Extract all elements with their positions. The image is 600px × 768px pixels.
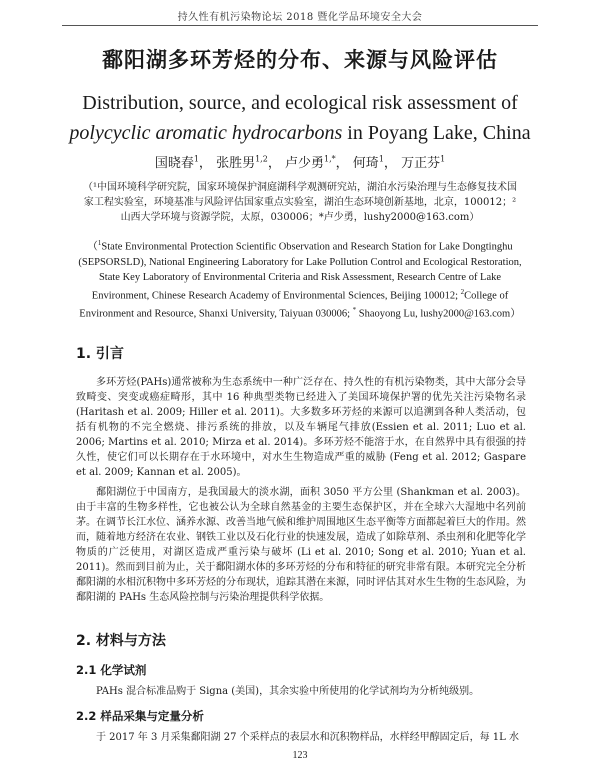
affiliation-text: State Environmental Protection Scientific Observation and Research Station for Lake Dongtinghu (SEPSORSLD), National Engineering Laboratory for Lake Pollution Control and Ecological Restoration, State Key Laboratory of Environmental Criteria and Risk Assessment, Research Centre of Lake Environment, Chinese Research Academy of Environmental Sciences, Beijing 100012; [78, 241, 522, 301]
paragraph-sampling [76, 730, 526, 745]
author-sup: 1 [378, 154, 384, 164]
author-sup: 1,* [324, 154, 336, 164]
paragraph-introduction-1 [76, 375, 526, 480]
author-sup: 1 [440, 154, 446, 164]
section-heading-methods: 2. 材料与方法 [76, 633, 166, 649]
author-name: 卢少勇 [284, 156, 324, 171]
paragraph-text: 多环芳烃(PAHs)通常被称为生态系统中一种广泛存在、持久性的有机污染物类，其中大部分会导致畸变、突变或癌症畸形，其中 16 种典型类物已经进入了美国环境保护署的优先关注污染物名录(Haritash et al. 2009; Hiller et al. 2011)。大多数多环芳烃的来源可以追溯到各种人类活动，包括有机物的不完全燃烧、排污系统的排放，以及车辆尾气排放(Essien et al. 2011; Luo et al. 2006; Martins et al. 2010; Mirza et al. 2014)。多环芳烃不能溶于水，在自然界中具有很强的持久性，使它们可以长期存在于水环境中，对水生生物造成严重的威胁 (Feng et al. 2012; Gaspare et al. 2009; Kannan et al. 2005)。 [76, 377, 526, 478]
title-english-line1: Distribution, source, and ecological risk assessment of [82, 92, 518, 114]
author-separator: ， [267, 156, 281, 171]
paragraph-text: PAHs 混合标准品购于 Signa (美国)，其余实验中所使用的化学试剂均为分析纯级别。 [96, 686, 480, 697]
affiliation-chinese: （¹中国环境科学研究院，国家环境保护洞庭湖科学观测研究站，湖泊水污染治理与生态修复技术国家工程实验室，环境基准与风险评估国家重点实验室，湖泊生态环境创新基地，北京，100012；²山西大学环境与资源学院，太原，030006；*卢少勇，lushy2000@163.com） [82, 182, 517, 223]
title-english-tail: in Poyang Lake, China [342, 122, 531, 144]
author-list [0, 152, 600, 171]
paragraph-text: 鄱阳湖位于中国南方，是我国最大的淡水湖，面积 3050 平方公里 (Shankman et al. 2003)。由于丰富的生物多样性，它也被公认为全球自然基金的主要生态保护区，并在全球六大湿地中名列前茅。在调节长江水位、涵养水源、改善当地气候和维护周围地区生态平衡等方面都起着巨大的作用。然而，随着地方经济在农业、钢铁工业以及石化行业的快速发展，造成了如除草剂、杀虫剂和化肥等化学物质的广泛使用，对湖区造成严重污染与破坏 (Li et al. 2010; Song et al. 2010; Yuan et al. 2011)。然而到目前为止，关于鄱阳湖水体的多环芳烃的分布和特征的研究非常有限。本研究完全分析鄱阳湖的水相沉积物中多环芳烃的分布现状，追踪其潜在来源，同时评估其对水生生物的生态风险，为鄱阳湖的 PAHs 生态风险控制与污染治理提供科学依据。 [76, 487, 526, 603]
title-english [40, 88, 560, 148]
affiliation-open-paren: （ [87, 241, 98, 253]
paragraph-introduction-2 [76, 485, 526, 605]
page-number: 123 [292, 750, 308, 761]
section-heading-introduction: 1. 引言 [76, 346, 124, 362]
author-name: 张胜男 [216, 156, 256, 171]
subsection-heading-reagents: 2.1 化学试剂 [76, 663, 147, 677]
author-separator: ， [198, 156, 212, 171]
affiliation-text: Shaoyong Lu, lushy2000@163.com） [356, 308, 521, 320]
author-name: 国晓春 [154, 156, 194, 171]
title-chinese: 鄱阳湖多环芳烃的分布、来源与风险评估 [102, 48, 498, 72]
affiliation-sup: 2 [460, 287, 465, 296]
author-separator: ， [335, 156, 349, 171]
paragraph-text: 于 2017 年 3 月采集鄱阳湖 27 个采样点的表层水和沉积物样品，水样经甲醇固定后，每 1L 水 [96, 732, 519, 743]
author-name: 万正芬 [401, 156, 441, 171]
author-sup: 1,2 [255, 154, 268, 164]
affiliation-sup: 1 [97, 239, 102, 247]
author-separator: ， [383, 156, 397, 171]
author-name: 何琦 [352, 156, 379, 171]
paragraph-reagents [76, 684, 526, 699]
affiliation-english [70, 236, 530, 322]
author-sup: 1 [193, 154, 199, 164]
affiliation-sup: * [352, 306, 357, 314]
running-header: 持久性有机污染物论坛 2018 暨化学品环境安全大会 [177, 12, 423, 23]
subsection-heading-sampling: 2.2 样品采集与定量分析 [76, 709, 204, 723]
affiliation-text: College of Environment and Resource, Shanxi University, Taiyuan 030006; [79, 290, 509, 320]
title-english-italic: polycyclic aromatic hydrocarbons [69, 122, 343, 144]
header-rule [62, 25, 538, 26]
